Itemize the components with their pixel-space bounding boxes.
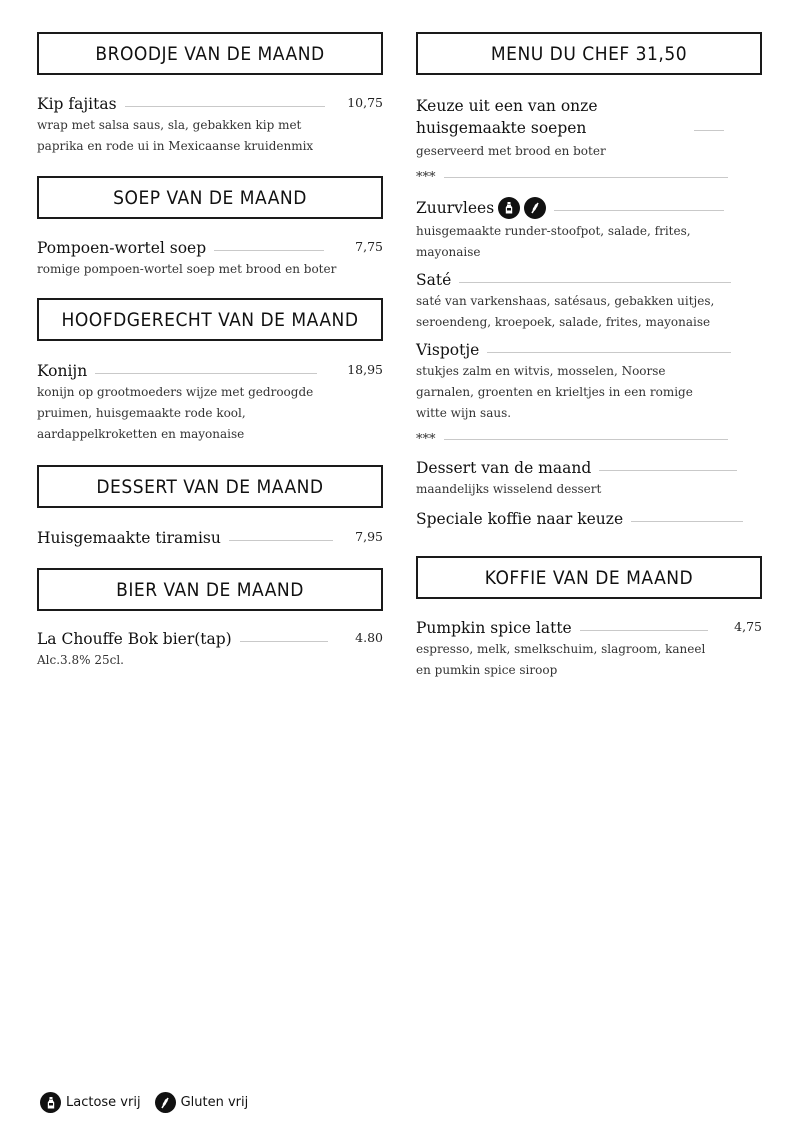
item-description: wrap met salsa saus, sla, gebakken kip met paprika en rode ui in Mexicaanse kruidenmix [37, 118, 314, 153]
item-price: 4.80 [355, 630, 383, 645]
item-price: 18,95 [347, 362, 383, 377]
item-name: Vispotje [416, 341, 480, 359]
menu-item-dessert-chef [416, 459, 762, 500]
separator-stars: *** [416, 432, 436, 447]
menu-item-hoofdgerecht [37, 362, 383, 445]
leader-line [444, 439, 728, 440]
item-description: Alc.3.8% 25cl. [37, 653, 124, 667]
item-price: 10,75 [347, 95, 383, 110]
menu-item-zuurvlees [416, 197, 762, 263]
legend-lactose [40, 1092, 141, 1113]
header-soep: SOEP VAN DE MAAND [37, 176, 383, 219]
menu-item-vispotje [416, 341, 762, 424]
left-column [37, 32, 383, 671]
item-name: Kip fajitas [37, 95, 117, 113]
item-description: huisgemaakte runder-stoofpot, salade, frites, mayonaise [416, 224, 691, 259]
separator [416, 170, 762, 185]
item-description: maandelijks wisselend dessert [416, 482, 602, 496]
leader-line [631, 521, 743, 522]
leader-line [580, 630, 708, 631]
item-description: konijn op grootmoeders wijze met gedroogde pruimen, huisgemaakte rode kool, aardappelkroketten en mayonaise [37, 385, 314, 441]
menu-item-dessert [37, 529, 383, 547]
header-broodje: BROODJE VAN DE MAAND [37, 32, 383, 75]
menu-item-koffie [416, 619, 762, 681]
legend-gluten [155, 1092, 249, 1113]
leader-line [125, 106, 325, 107]
header-menu-du-chef: MENU DU CHEF 31,50 [416, 32, 762, 75]
item-name: La Chouffe Bok bier(tap) [37, 630, 232, 648]
bottle-icon [498, 197, 520, 219]
menu-item-soepen [416, 95, 762, 162]
item-price: 7,75 [355, 239, 383, 254]
item-description: saté van varkenshaas, satésaus, gebakken uitjes, seroendeng, kroepoek, salade, frites, mayonaise [416, 294, 715, 329]
legend-label: Lactose vrij [66, 1095, 141, 1110]
legend-label: Gluten vrij [180, 1095, 249, 1110]
leader-line [95, 373, 317, 374]
item-name: Saté [416, 271, 452, 289]
separator [416, 432, 762, 447]
leader-line [487, 352, 731, 353]
item-description: stukjes zalm en witvis, mosselen, Noorse garnalen, groenten en krieltjes in een romige witte wijn saus. [416, 364, 693, 420]
header-hoofdgerecht: HOOFDGERECHT VAN DE MAAND [37, 298, 383, 341]
item-price: 7,95 [355, 529, 383, 544]
leader-line [694, 130, 724, 131]
item-description: romige pompoen-wortel soep met brood en boter [37, 262, 337, 276]
right-column [416, 32, 762, 681]
leader-line [459, 282, 731, 283]
header-bier: BIER VAN DE MAAND [37, 568, 383, 611]
bottle-icon [40, 1092, 61, 1113]
header-koffie: KOFFIE VAN DE MAAND [416, 556, 762, 599]
item-name: Pompoen-wortel soep [37, 239, 207, 257]
item-name: Pumpkin spice latte [416, 619, 572, 637]
leader-line [214, 250, 324, 251]
item-name: Huisgemaakte tiramisu [37, 529, 221, 547]
wheat-icon [155, 1092, 176, 1113]
leader-line [229, 540, 333, 541]
menu-item-sate [416, 271, 762, 333]
item-name: Keuze uit een van onze [416, 97, 598, 115]
menu-item-broodje [37, 95, 383, 157]
item-price: 4,75 [734, 619, 762, 634]
item-description: espresso, melk, smelkschuim, slagroom, kaneel en pumkin spice siroop [416, 642, 706, 677]
leader-line [599, 470, 737, 471]
leader-line [240, 641, 328, 642]
item-name: Dessert van de maand [416, 459, 592, 477]
item-name: Konijn [37, 362, 88, 380]
menu-item-bier [37, 630, 383, 671]
header-dessert: DESSERT VAN DE MAAND [37, 465, 383, 508]
item-name: huisgemaakte soepen [416, 119, 587, 137]
item-name: Zuurvlees [416, 199, 495, 217]
separator-stars: *** [416, 170, 436, 185]
item-description: geserveerd met brood en boter [416, 144, 606, 158]
leader-line [554, 210, 724, 211]
leader-line [444, 177, 728, 178]
menu-item-soep [37, 239, 383, 280]
menu-item-koffie-chef [416, 510, 762, 528]
allergen-legend [40, 1092, 262, 1113]
item-name: Speciale koffie naar keuze [416, 510, 624, 528]
wheat-icon [524, 197, 546, 219]
